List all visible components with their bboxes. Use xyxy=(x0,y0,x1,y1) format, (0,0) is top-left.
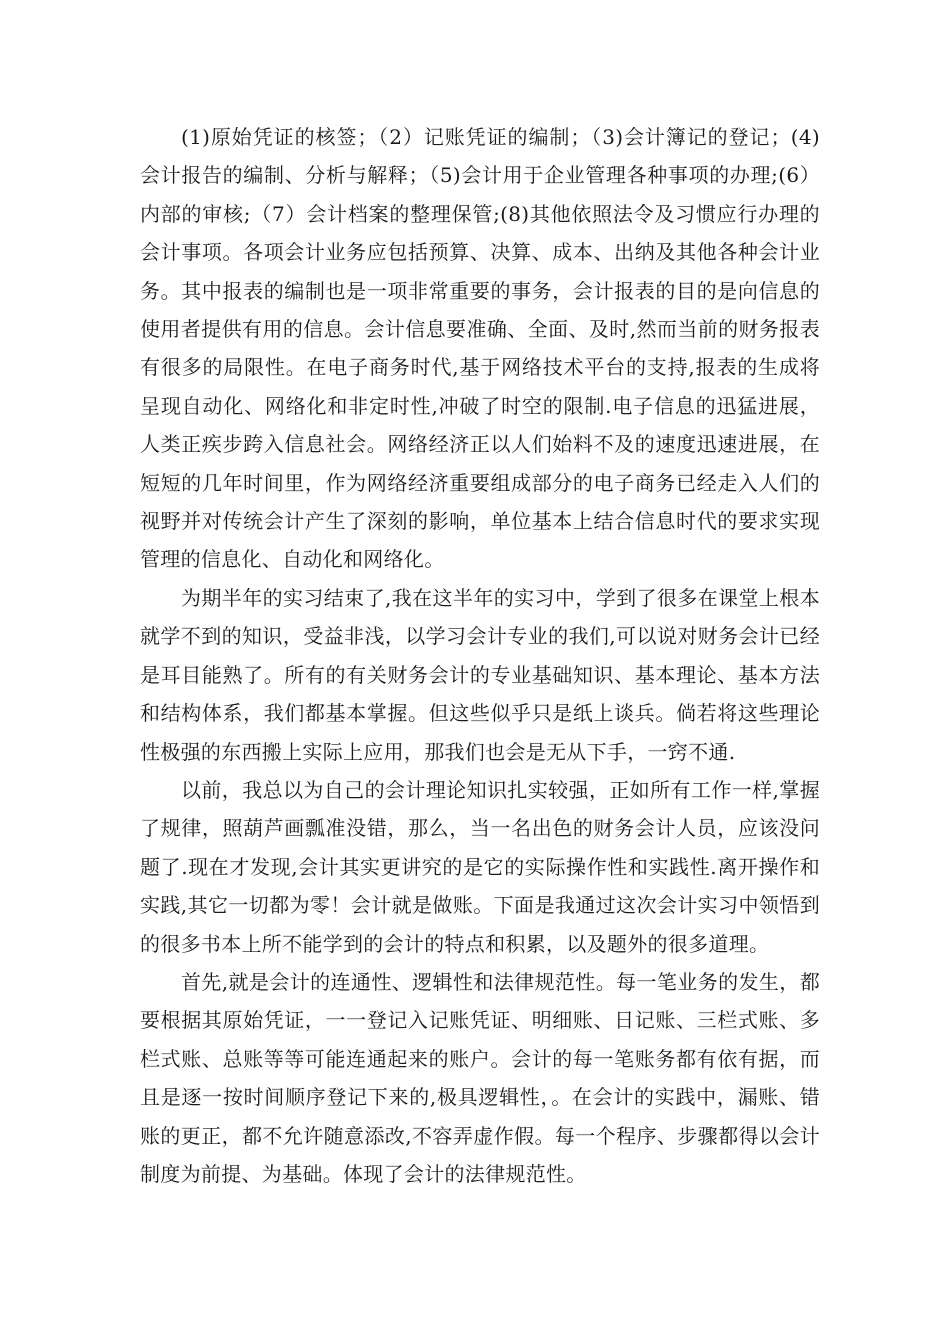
paragraph-4: 首先,就是会计的连通性、逻辑性和法律规范性。每一笔业务的发生，都要根据其原始凭证，一一登记入记账凭证、明细账、日记账、三栏式账、多栏式账、总账等等可能连通起来的账户。会计的每一笔账务都有依有据，而且是逐一按时间顺序登记下来的,极具逻辑性，。在会计的实践中，漏账、错账的更正，都不允许随意添改,不容弄虚作假。每一个程序、步骤都得以会计制度为前提、为基础。体现了会计的法律规范性。 xyxy=(140,969,820,1186)
paragraph-1: (1)原始凭证的核签；（2）记账凭证的编制；（3)会计簿记的登记；(4)会计报告的编制、分析与解释；（5)会计用于企业管理各种事项的办理;(6）内部的审核;（7）会计档案的整理保管;(8)其他依照法令及习惯应行办理的会计事项。各项会计业务应包括预算、决算、成本、出纳及其他各种会计业务。其中报表的编制也是一项非常重要的事务，会计报表的目的是向信息的使用者提供有用的信息。会计信息要准确、全面、及时,然而当前的财务报表有很多的局限性。在电子商务时代,基于网络技术平台的支持,报表的生成将呈现自动化、网络化和非定时性,冲破了时空的限制.电子信息的迅猛进展，人类正疾步跨入信息社会。网络经济正以人们始料不及的速度迅速进展，在短短的几年时间里，作为网络经济重要组成部分的电子商务已经走入人们的视野并对传统会计产生了深刻的影响，单位基本上结合信息时代的要求实现管理的信息化、自动化和网络化。 xyxy=(140,125,820,572)
paragraph-2: 为期半年的实习结束了,我在这半年的实习中，学到了很多在课堂上根本就学不到的知识，受益非浅，以学习会计专业的我们,可以说对财务会计已经是耳目能熟了。所有的有关财务会计的专业基础知识、基本理论、基本方法和结构体系，我们都基本掌握。但这些似乎只是纸上谈兵。倘若将这些理论性极强的东西搬上实际上应用，那我们也会是无从下手，一窍不通. xyxy=(140,585,820,764)
document-page xyxy=(140,118,820,1193)
paragraph-3: 以前，我总以为自己的会计理论知识扎实较强，正如所有工作一样,掌握了规律，照葫芦画瓢准没错，那么，当一名出色的财务会计人员，应该没问题了.现在才发现,会计其实更讲究的是它的实际操作性和实践性.离开操作和实践,其它一切都为零！会计就是做账。下面是我通过这次会计实习中领悟到的很多书本上所不能学到的会计的特点和积累，以及题外的很多道理。 xyxy=(140,777,820,956)
